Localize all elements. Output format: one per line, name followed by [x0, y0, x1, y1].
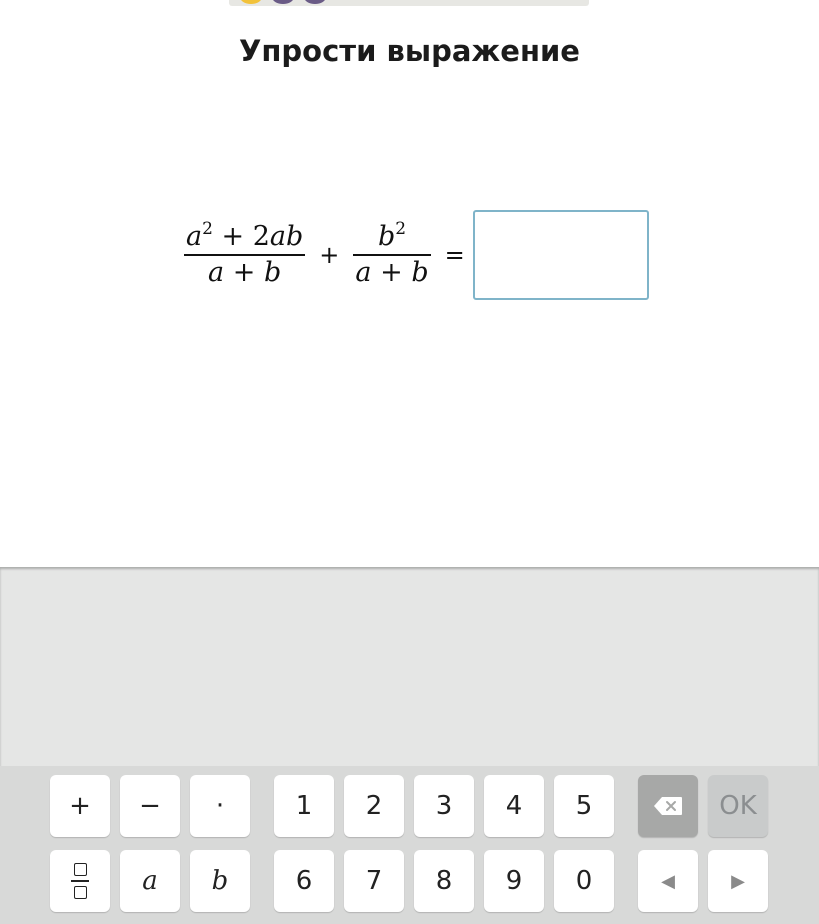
answer-input[interactable] [473, 210, 649, 300]
fraction-bar [184, 254, 305, 256]
digit-key-9[interactable]: 9 [484, 850, 544, 912]
digit-key-5[interactable]: 5 [554, 775, 614, 837]
cursor-right-key[interactable]: ▶ [708, 850, 768, 912]
progress-dot-current [240, 0, 262, 4]
task-title: Упрости выражение [239, 34, 580, 68]
equals-sign: = [444, 241, 465, 269]
fraction-1-denominator: a + b [208, 257, 282, 288]
keypad [0, 766, 819, 924]
digit-key-6[interactable]: 6 [274, 850, 334, 912]
fraction-1-numerator: $a^2 + 2ab$ [186, 219, 304, 252]
digit-key-3[interactable]: 3 [414, 775, 474, 837]
fraction-1 [184, 221, 305, 289]
fraction-2-denominator: a + b [355, 257, 429, 288]
plus-key[interactable]: + [50, 775, 110, 837]
fraction-icon [71, 863, 89, 899]
backspace-icon [653, 796, 683, 816]
digit-key-7[interactable]: 7 [344, 850, 404, 912]
digit-key-4[interactable]: 4 [484, 775, 544, 837]
minus-key[interactable]: − [120, 775, 180, 837]
digit-key-1[interactable]: 1 [274, 775, 334, 837]
ok-button[interactable]: OK [708, 775, 768, 837]
progress-dot [304, 0, 326, 4]
fraction-bar [353, 254, 430, 256]
math-expression [184, 208, 649, 302]
fraction-2 [353, 221, 430, 289]
fraction-2-numerator: $b^2$ [377, 219, 407, 252]
digit-key-0[interactable]: 0 [554, 850, 614, 912]
plus-operator: + [319, 241, 340, 269]
digit-key-8[interactable]: 8 [414, 850, 474, 912]
fraction-key[interactable] [50, 850, 110, 912]
cursor-left-key[interactable]: ◀ [638, 850, 698, 912]
keyboard-area [0, 567, 819, 924]
variable-b-key[interactable]: b [190, 850, 250, 912]
variable-a-key[interactable]: a [120, 850, 180, 912]
multiply-dot-key[interactable]: · [190, 775, 250, 837]
progress-dot [272, 0, 294, 4]
progress-strip [229, 0, 589, 6]
backspace-key[interactable] [638, 775, 698, 837]
digit-key-2[interactable]: 2 [344, 775, 404, 837]
